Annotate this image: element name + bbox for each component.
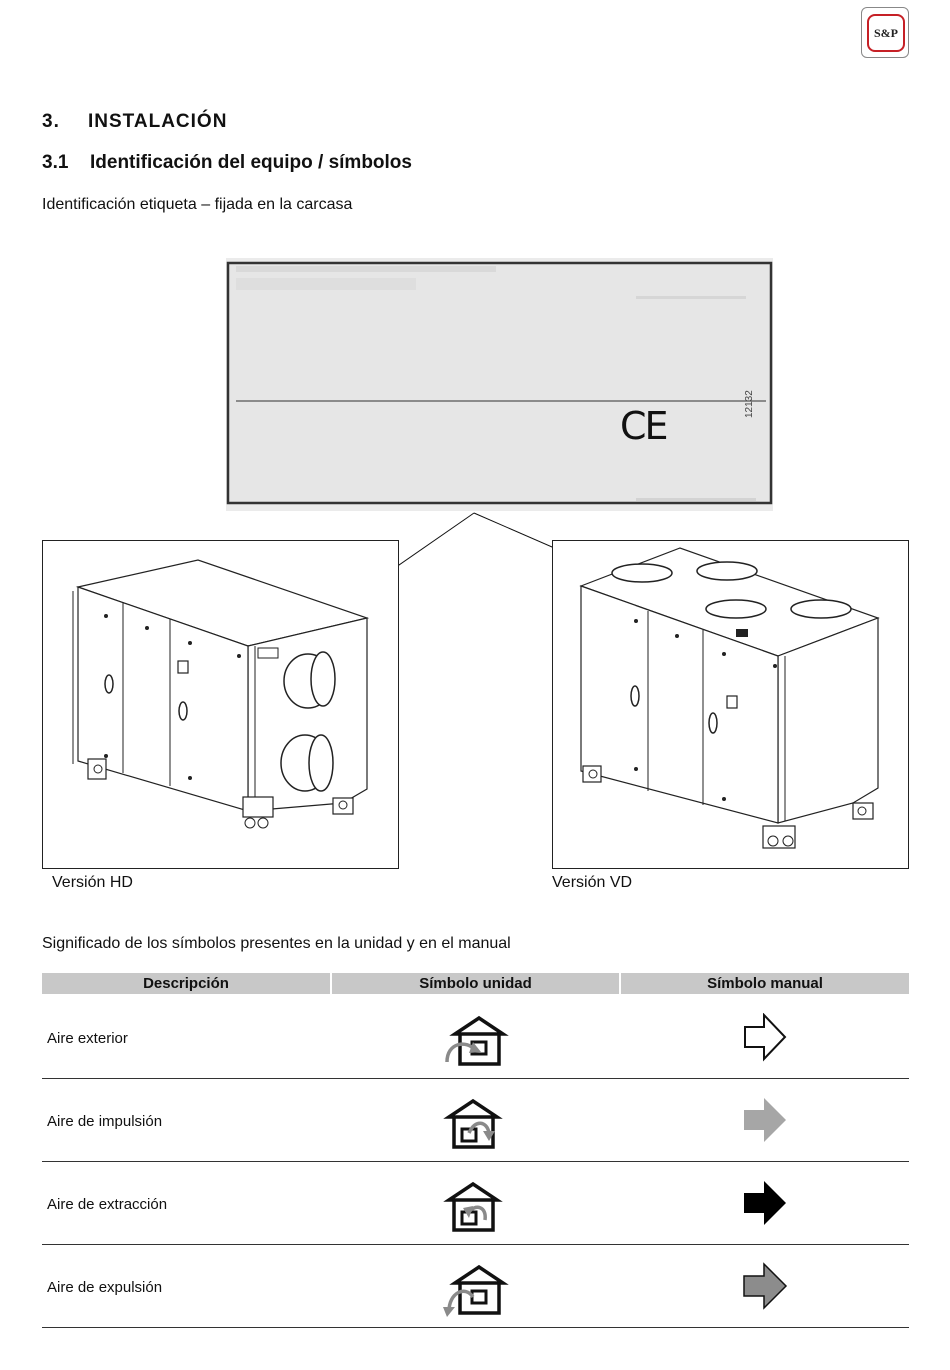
version-hd-caption: Versión HD [52, 874, 133, 891]
symbols-table-header [42, 973, 909, 994]
black-arrow-icon [740, 1179, 790, 1229]
row-description: Aire de extracción [47, 1196, 168, 1213]
label-intro-text: Identificación etiqueta – fijada en la carcasa [42, 196, 353, 213]
house-extract-air-icon [437, 1172, 517, 1234]
header-manual-symbol: Símbolo manual [621, 973, 909, 994]
version-vd-illustration [552, 540, 909, 869]
gray-arrow-icon [740, 1262, 790, 1312]
ce-mark: CE [620, 404, 667, 448]
table-row [42, 1162, 909, 1245]
subsection-title: Identificación del equipo / símbolos [90, 152, 412, 173]
version-vd-caption: Versión VD [552, 874, 633, 891]
table-row [42, 1245, 909, 1328]
row-description: Aire exterior [47, 1030, 128, 1047]
header-unit-symbol: Símbolo unidad [332, 973, 619, 994]
house-exhaust-air-icon [437, 1255, 517, 1317]
row-description: Aire de impulsión [47, 1113, 163, 1130]
subsection-number: 3.1 [42, 152, 69, 173]
house-outdoor-air-icon [437, 1006, 517, 1068]
version-hd-illustration [42, 540, 399, 869]
section-title: INSTALACIÓN [88, 111, 228, 132]
table-row [42, 996, 909, 1079]
white-arrow-icon [740, 1013, 790, 1063]
symbols-intro-text: Significado de los símbolos presentes en la unidad y en el manual [42, 935, 511, 952]
section-number: 3. [42, 111, 60, 132]
header-description: Descripción [42, 973, 330, 994]
table-row [42, 1079, 909, 1162]
label-code: 12132 [744, 390, 755, 418]
row-description: Aire de expulsión [47, 1279, 163, 1296]
brand-logo-text: S&P [867, 14, 905, 52]
light-gray-arrow-icon [740, 1096, 790, 1146]
house-supply-air-icon [437, 1089, 517, 1151]
